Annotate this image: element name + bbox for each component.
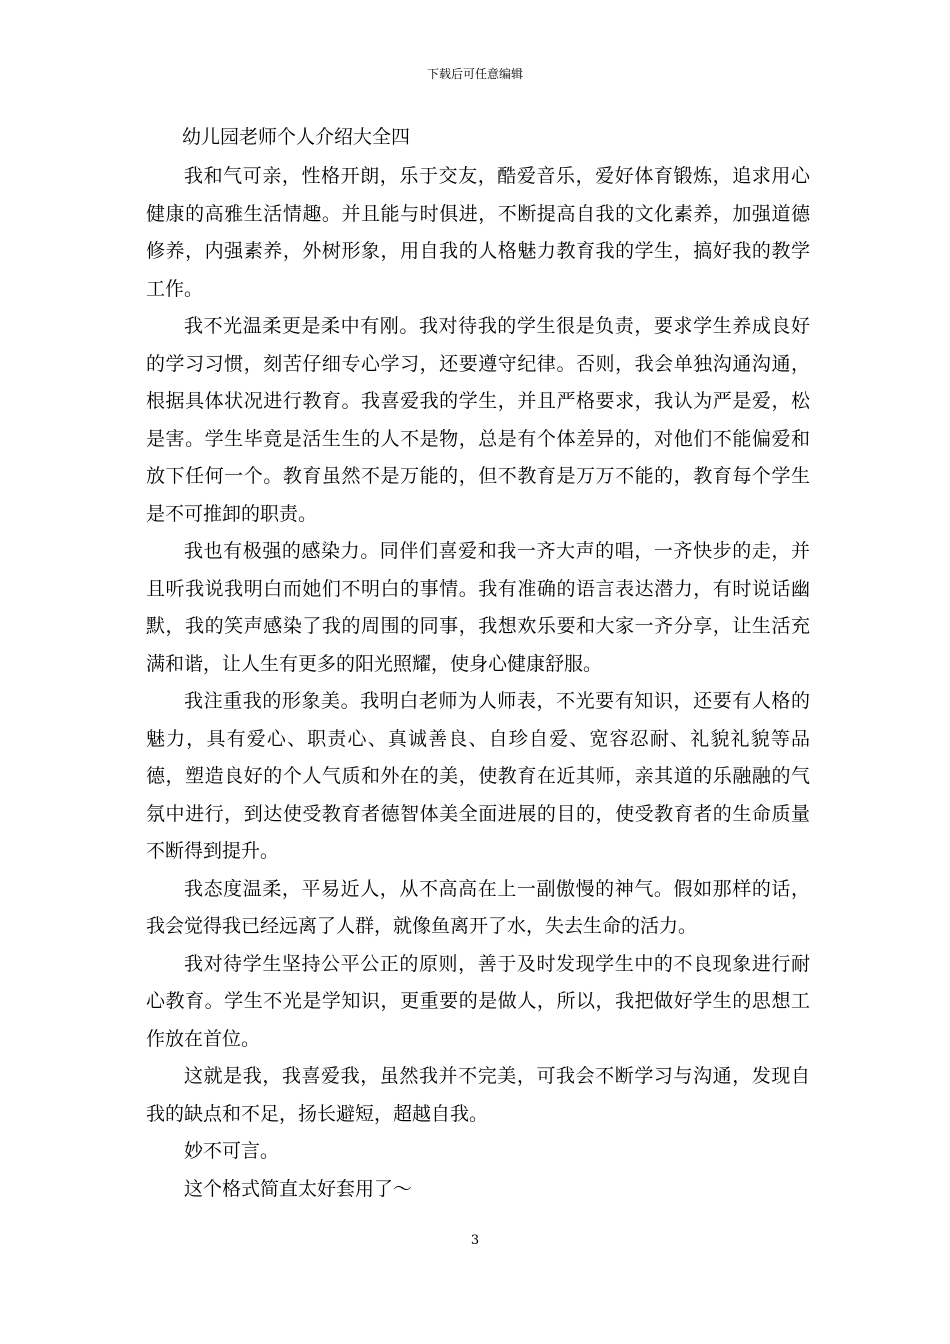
header-note: 下载后可任意编辑 [426,67,523,81]
paragraph: 我态度温柔，平易近人，从不高高在上一副傲慢的神气。假如那样的话，我会觉得我已经远离了人群，就像鱼离开了水，失去生命的活力。 [146,877,810,937]
paragraph: 我对待学生坚持公平公正的原则，善于及时发现学生中的不良现象进行耐心教育。学生不光是学知识，更重要的是做人，所以，我把做好学生的思想工作放在首位。 [146,952,810,1050]
paragraph: 我和气可亲，性格开朗，乐于交友，酷爱音乐，爱好体育锻炼，追求用心健康的高雅生活情趣。并且能与时俱进，不断提高自我的文化素养，加强道德修养，内强素养，外树形象，用自我的人格魅力教育我的学生，搞好我的教学工作。 [146,165,810,300]
page-number: 3 [470,1233,480,1248]
document-title: 幼儿园老师个人介绍大全四 [182,126,411,148]
paragraph: 这个格式简直太好套用了～ [184,1177,413,1200]
paragraph: 我注重我的形象美。我明白老师为人师表，不光要有知识，还要有人格的魅力，具有爱心、职责心、真诚善良、自珍自爱、宽容忍耐、礼貌礼貌等品德，塑造良好的个人气质和外在的美，使教育在近其师，亲其道的乐融融的气氛中进行，到达使受教育者德智体美全面进展的目的，使受教育者的生命质量不断得到提升。 [146,690,810,862]
paragraph: 妙不可言。 [184,1140,280,1162]
document-body [146,158,810,1208]
paragraph: 这就是我，我喜爱我，虽然我并不完美，可我会不断学习与沟通，发现自我的缺点和不足，扬长避短，超越自我。 [146,1065,810,1125]
paragraph: 我也有极强的感染力。同伴们喜爱和我一齐大声的唱，一齐快步的走，并且听我说我明白而她们不明白的事情。我有准确的语言表达潜力，有时说话幽默，我的笑声感染了我的周围的同事，我想欢乐要和大家一齐分享，让生活充满和谐，让人生有更多的阳光照耀，使身心健康舒服。 [146,540,810,675]
paragraph: 我不光温柔更是柔中有刚。我对待我的学生很是负责，要求学生养成良好的学习习惯，刻苦仔细专心学习，还要遵守纪律。否则，我会单独沟通沟通，根据具体状况进行教育。我喜爱我的学生，并且严格要求，我认为严是爱，松是害。学生毕竟是活生生的人不是物，总是有个体差异的，对他们不能偏爱和放下任何一个。教育虽然不是万能的，但不教育是万万不能的，教育每个学生是不可推卸的职责。 [146,315,810,525]
